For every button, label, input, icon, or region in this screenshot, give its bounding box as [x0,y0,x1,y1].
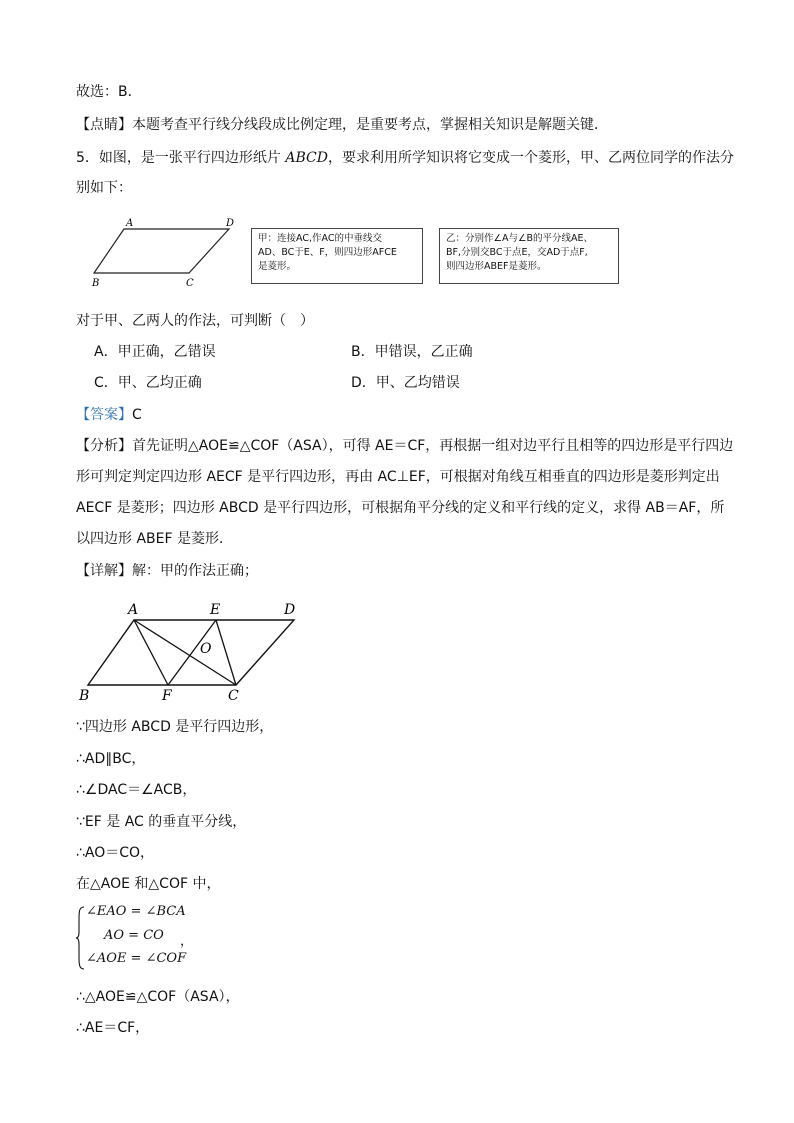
question-5-line-1 [76,148,734,168]
point-note: 【点睛】本题考查平行线分线段成比例定理，是重要考点，掌握相关知识是解题关键． [76,117,608,133]
jia-line-2: AD、BC于E、F，则四边形AFCE [258,247,397,258]
condition-3: ∠AOE = ∠COF [86,951,187,966]
fig2-label-e: E [210,602,221,618]
fig2-label-d: D [284,602,296,618]
question-5-line-2: 别如下： [76,180,132,196]
detail-intro: 【详解】解：甲的作法正确； [76,563,258,579]
option-b[interactable]: B．甲错误，乙正确 [351,344,473,360]
solution-end-line: 故选：B． [76,84,142,100]
rhombus-construction-figure [76,598,306,708]
yi-method-box [439,228,619,284]
step-8: ∴AE＝CF， [76,1020,150,1036]
step-4: ∵EF 是 AC 的垂直平分线， [76,814,247,830]
q5-text-post: ，要求利用所学知识将它变成一个菱形，甲、乙两位同学的作法分 [327,150,734,166]
congruence-conditions [76,904,276,974]
fig2-label-c: C [228,688,239,704]
condition-2: AO = CO [104,928,164,943]
fig2-label-f: F [162,688,172,704]
step-5: ∴AO＝CO， [76,845,155,861]
jia-line-3: 是菱形。 [258,261,297,272]
fig2-label-a: A [128,602,139,618]
condition-1: ∠EAO = ∠BCA [86,904,186,919]
option-c[interactable]: C．甲、乙均正确 [94,375,202,391]
answer-line [76,405,142,425]
q5-text-abcd: ABCD [285,150,328,166]
yi-line-2: BF,分别交BC于点E，交AD于点F, [446,247,588,258]
step-1: ∵四边形 ABCD 是平行四边形， [76,719,274,735]
fig1-label-a: A [126,218,134,229]
step-3: ∴∠DAC＝∠ACB， [76,782,197,798]
condition-2-comma: ， [180,934,194,949]
step-6: 在△AOE 和△COF 中， [76,876,221,892]
analysis-line-4: 以四边形 ABEF 是菱形． [76,531,233,547]
analysis-line-1: 【分析】首先证明△AOE≌△COF（ASA），可得 AE＝CF，再根据一组对边平行且相等的四边形是平行四边 [76,438,734,454]
fig1-label-d: D [226,218,235,229]
step-7: ∴△AOE≌△COF（ASA）， [76,989,240,1005]
option-a[interactable]: A．甲正确，乙错误 [94,344,216,360]
answer-tag: 【答案】 [76,407,132,423]
judge-prompt: 对于甲、乙两人的作法，可判断（ ） [76,313,314,329]
jia-method-box [251,228,423,284]
fig1-label-c: C [186,278,194,289]
left-brace-icon [76,906,86,970]
q5-text-pre: 5．如图，是一张平行四边形纸片 [76,150,286,166]
yi-line-3: 则四边形ABEF是菱形。 [446,261,547,272]
yi-line-1: 乙：分别作∠A与∠B的平分线AE、 [446,233,594,244]
step-2: ∴AD∥BC， [76,751,146,767]
jia-line-1: 甲：连接AC,作AC的中垂线交 [258,233,382,244]
fig2-label-o: O [200,641,212,657]
analysis-line-2: 形可判定判定四边形 AECF 是平行四边形，再由 AC⊥EF，可根据对角线互相垂直的四边形是菱形判定出 [76,469,720,485]
parallelogram-figure [86,212,246,292]
fig1-label-b: B [92,278,100,289]
answer-value: C [132,407,142,423]
analysis-line-3: AECF 是菱形；四边形 ABCD 是平行四边形，可根据角平分线的定义和平行线的定义，求得 AB＝AF，所 [76,500,725,516]
option-d[interactable]: D．甲、乙均错误 [351,375,460,391]
fig2-label-b: B [79,688,90,704]
